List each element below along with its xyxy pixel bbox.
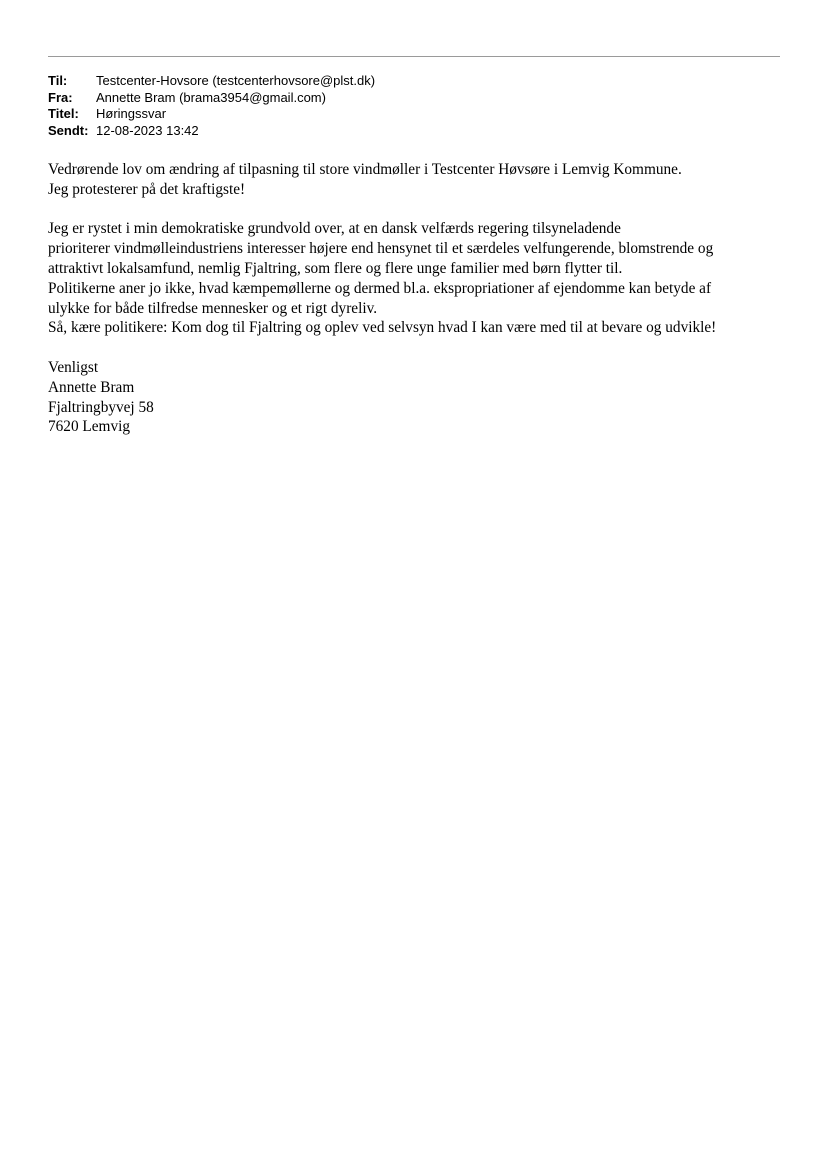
signature-street: Fjaltringbyvej 58 bbox=[48, 398, 154, 416]
signature-block bbox=[48, 358, 788, 437]
body-line: Politikerne aner jo ikke, hvad kæmpemøllerne og dermed bl.a. ekspropriationer af ejendomme kan betyde af bbox=[48, 279, 712, 297]
signature-city: 7620 Lemvig bbox=[48, 418, 130, 436]
header-row-subject bbox=[48, 106, 375, 123]
body-line: Jeg protesterer på det kraftigste! bbox=[48, 180, 246, 198]
body-line: Vedrørende lov om ændring af tilpasning til store vindmøller i Testcenter Høvsøre i Lemvig Kommune. bbox=[48, 161, 682, 178]
body-line: ulykke for både tilfredse mennesker og et rigt dyreliv. bbox=[48, 299, 378, 317]
body-line: Jeg er rystet i min demokratiske grundvold over, at en dansk velfærds regering tilsyneladende bbox=[48, 220, 621, 238]
to-label: Til: bbox=[48, 73, 68, 88]
email-header bbox=[48, 73, 375, 139]
from-value: Annette Bram (brama3954@gmail.com) bbox=[96, 89, 326, 105]
sent-value: 12-08-2023 13:42 bbox=[96, 122, 199, 138]
sent-label: Sendt: bbox=[48, 122, 89, 138]
body-line: attraktivt lokalsamfund, nemlig Fjaltring, som flere og flere unge familier med børn flytter til. bbox=[48, 259, 623, 277]
header-row-from bbox=[48, 90, 375, 107]
email-body bbox=[48, 160, 788, 457]
subject-value: Høringssvar bbox=[96, 106, 167, 121]
to-value: Testcenter-Hovsore (testcenterhovsore@plst.dk) bbox=[96, 73, 376, 88]
header-divider bbox=[48, 56, 780, 57]
header-row-sent bbox=[48, 123, 375, 140]
header-row-to bbox=[48, 73, 375, 90]
body-line: prioriterer vindmølleindustriens interesser højere end hensynet til et særdeles velfungerende, blomstrende og bbox=[48, 240, 714, 258]
body-paragraph-main bbox=[48, 219, 788, 338]
body-line: Så, kære politikere: Kom dog til Fjaltring og oplev ved selvsyn hvad I kan være med til at bevare og udvikle! bbox=[48, 319, 717, 337]
from-label: Fra: bbox=[48, 89, 73, 105]
subject-label: Titel: bbox=[48, 106, 79, 121]
body-paragraph-intro bbox=[48, 160, 788, 200]
signature-closing: Venligst bbox=[48, 358, 99, 376]
signature-name: Annette Bram bbox=[48, 378, 135, 396]
